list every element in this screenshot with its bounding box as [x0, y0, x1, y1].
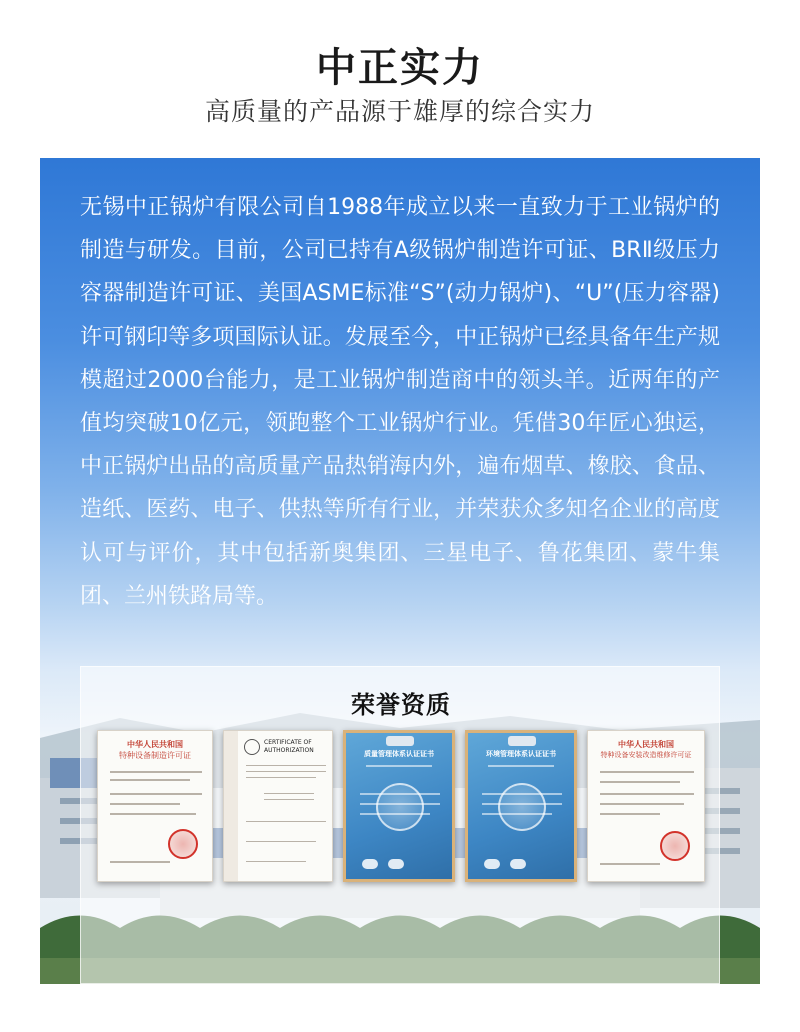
certificate-heading: 中华人民共和国	[618, 740, 674, 749]
ncv-logo-icon	[386, 736, 414, 746]
certificate-heading: 质量管理体系认证证书	[364, 750, 434, 758]
certificate-environmental-management	[465, 730, 577, 882]
ncv-logo-icon	[508, 736, 536, 746]
globe-watermark-icon	[376, 783, 424, 831]
honors-section	[80, 666, 720, 984]
certificate-heading: 中华人民共和国	[127, 740, 183, 749]
iaf-logo-icon	[510, 859, 526, 869]
certificate-heading: 环境管理体系认证证书	[486, 750, 556, 758]
iso-logo-icon	[484, 859, 500, 869]
certificate-manufacturing-license	[97, 730, 213, 882]
red-seal-icon	[168, 829, 198, 859]
page-header	[0, 0, 800, 158]
asme-logo-icon	[244, 739, 260, 755]
certificate-heading: CERTIFICATE OF	[264, 739, 312, 746]
certificate-quality-management	[343, 730, 455, 882]
page-title: 中正实力	[316, 45, 484, 91]
honors-title: 荣誉资质	[351, 691, 451, 719]
certificate-installation-license	[587, 730, 705, 882]
red-seal-icon	[660, 831, 690, 861]
company-introduction: 无锡中正锅炉有限公司自1988年成立以来一直致力于工业锅炉的制造与研发。目前，公司已持有A级锅炉制造许可证、BRⅡ级压力容器制造许可证、美国ASME标准“S”(动力锅炉)、“U”(压力容器)许可钢印等多项国际认证。发展至今，中正锅炉已经具备年生产规模超过2000台能力，是工业锅炉制造商中的领头羊。近两年的产值均突破10亿元，领跑整个工业锅炉行业。凭借30年匠心独运，中正锅炉出品的高质量产品热销海内外，遍布烟草、橡胶、食品、造纸、医药、电子、供热等所有行业，并荣获众多知名企业的高度认可与评价，其中包括新奥集团、三星电子、鲁花集团、蒙牛集团、兰州铁路局等。	[80, 195, 720, 609]
iaf-logo-icon	[362, 859, 378, 869]
certificate-subheading: AUTHORIZATION	[264, 747, 314, 754]
certificate-subheading: 特种设备安装改造维修许可证	[600, 751, 692, 759]
certificate-subheading: 特种设备制造许可证	[119, 751, 191, 760]
globe-watermark-icon	[498, 783, 546, 831]
page-subtitle: 高质量的产品源于雄厚的综合实力	[204, 97, 595, 126]
company-strength-panel	[40, 158, 760, 984]
cnas-logo-icon	[388, 859, 404, 869]
certificate-asme-authorization	[223, 730, 333, 882]
